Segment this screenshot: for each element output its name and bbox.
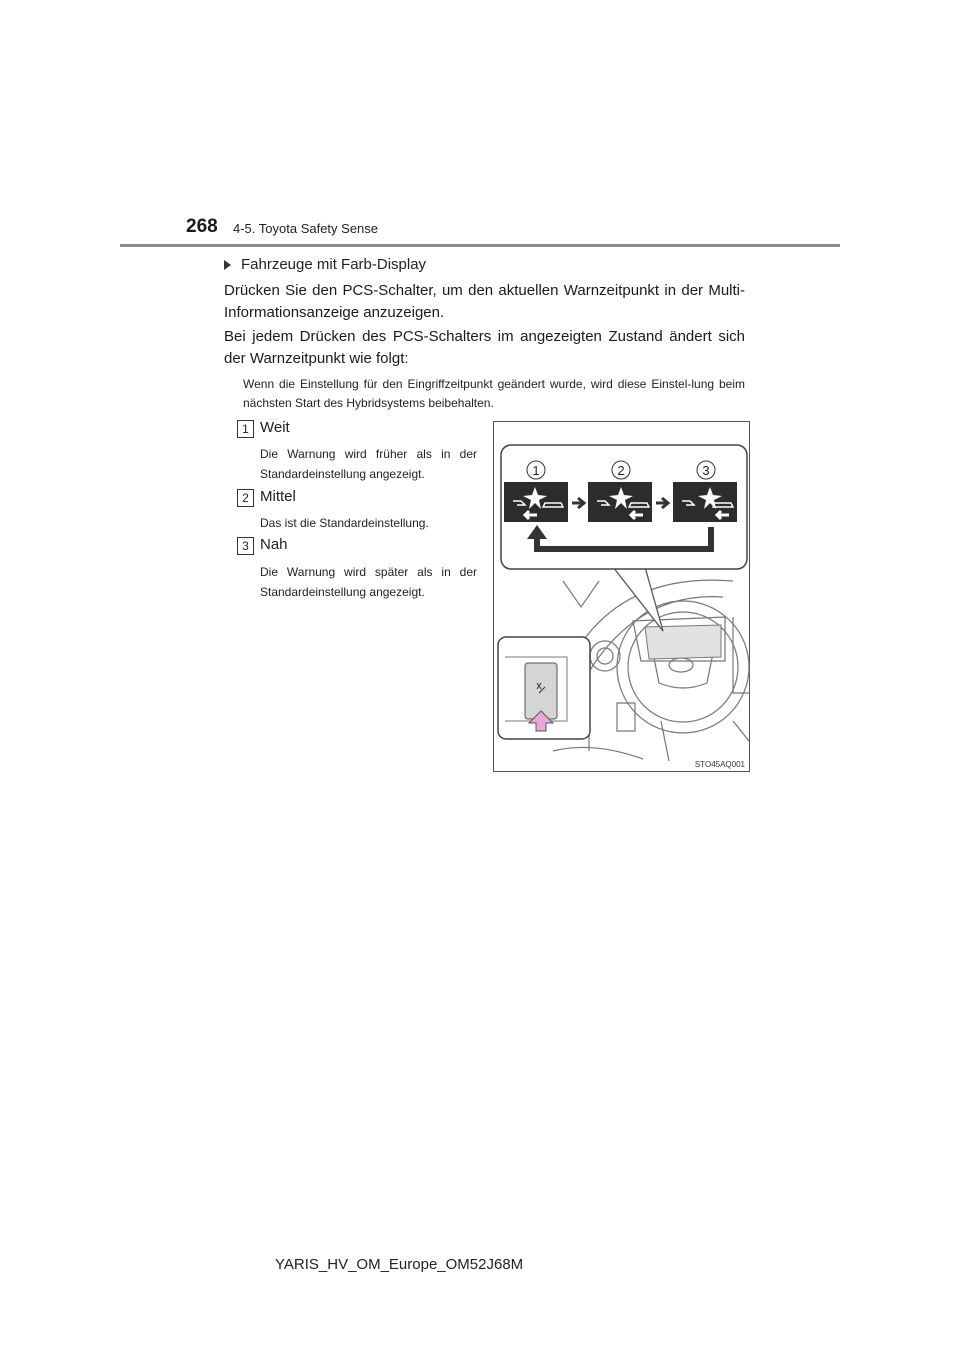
page-number: 268 [186,216,218,237]
item-title-weit: Weit [260,419,290,436]
figure-code: STO45AQ001 [694,760,745,769]
cluster-display [645,625,721,659]
behavior-paragraph: Bei jedem Drücken des PCS-Schalters im angezeigten Zustand ändert sich der Warnzeitpunkt wie folgt: [224,328,745,367]
note-text: Wenn die Einstellung für den Eingriffzeitpunkt geändert wurde, wird diese Einstel-lung beim nächsten Start des Hybridsystems beibehalten. [243,377,745,410]
header-rule [120,244,840,247]
pcs-figure [493,421,750,772]
item-number-2: 2 [237,489,254,507]
instruction-paragraph: Drücken Sie den PCS-Schalter, um den aktuellen Warnzeitpunkt in der Multi-Informationsanzeige anzuzeigen. [224,282,745,321]
display-panel-2 [588,482,652,522]
footer-doc-id: YARIS_HV_OM_Europe_OM52J68M [275,1256,524,1273]
item-number-3: 3 [237,537,254,555]
section-title: 4-5. Toyota Safety Sense [233,221,379,236]
item-desc-nah: Die Warnung wird später als in der Standardeinstellung angezeigt. [260,565,477,599]
figure-label-3-text: 3 [702,463,710,478]
item-desc-mittel: Das ist die Standardeinstellung. [260,516,429,530]
item-title-mittel: Mittel [260,488,296,505]
triangle-bullet-icon [224,260,231,270]
item-desc-weit: Die Warnung wird früher als in der Standardeinstellung angezeigt. [260,447,477,481]
item-number-1: 1 [237,420,254,438]
display-panel-3 [673,482,737,522]
figure-label-2-text: 2 [617,463,625,478]
display-panel-1 [504,482,568,522]
item-title-nah: Nah [260,536,288,553]
figure-label-1-text: 1 [532,463,540,478]
variant-heading-text: Fahrzeuge mit Farb-Display [241,256,427,273]
variant-heading [224,256,426,273]
